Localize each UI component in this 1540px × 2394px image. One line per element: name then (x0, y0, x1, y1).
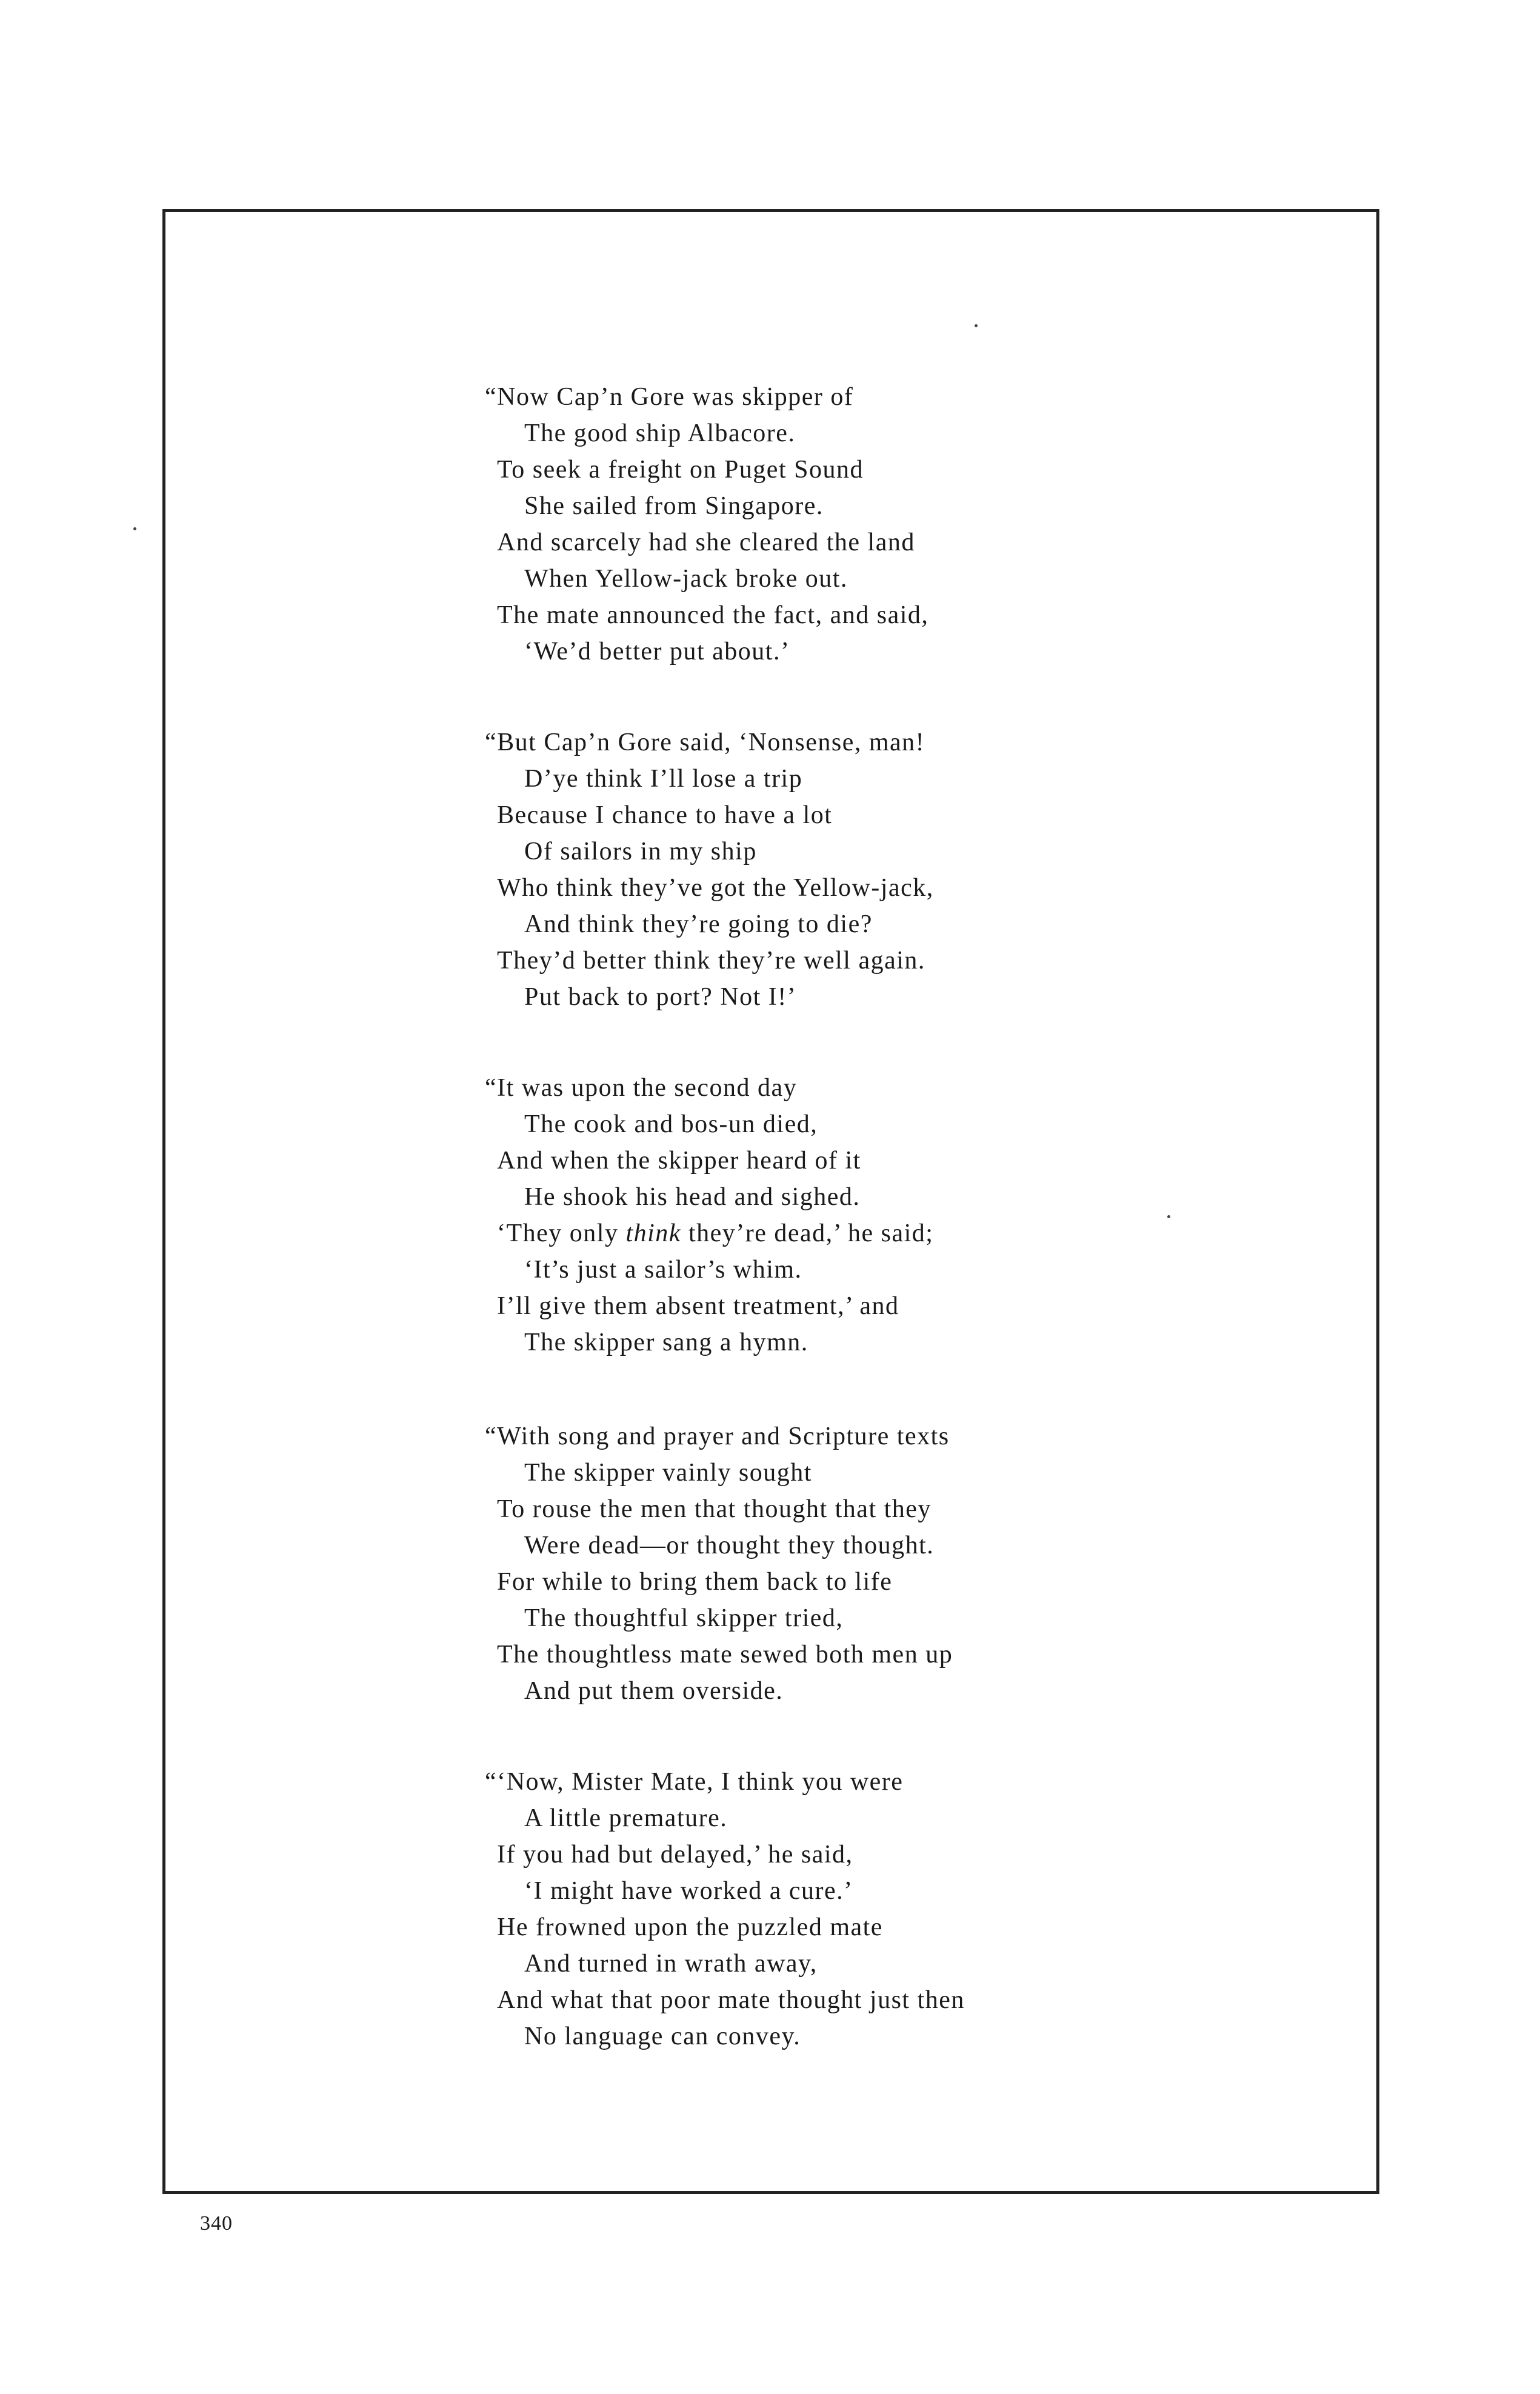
poem-line: The thoughtful skipper tried, (524, 1604, 844, 1632)
poem-line: D’ye think I’ll lose a trip (524, 765, 803, 793)
poem-line: Were dead—or thought they thought. (524, 1532, 935, 1559)
poem-line: For while to bring them back to life (497, 1568, 893, 1596)
poem-stanza-4 (485, 1418, 1091, 1709)
poem-line: I’ll give them absent treatment,’ and (497, 1292, 899, 1320)
poem-stanza-5 (485, 1764, 1091, 2055)
print-speck (975, 324, 978, 327)
poem-line: Who think they’ve got the Yellow-jack, (497, 874, 934, 902)
poem-stanza-3 (485, 1070, 1091, 1361)
poem-line: The skipper vainly sought (524, 1459, 812, 1487)
poem-line: He frowned upon the puzzled mate (497, 1913, 883, 1941)
poem-line: “Now Cap’n Gore was skipper of (485, 383, 854, 411)
poem-line: And think they’re going to die? (524, 910, 873, 938)
poem-line-start: ‘They only (497, 1219, 626, 1247)
poem-line: If you had but delayed,’ he said, (497, 1841, 853, 1869)
poem-line: Put back to port? Not I!’ (524, 983, 797, 1011)
poem-line: The mate announced the fact, and said, (497, 601, 929, 629)
poem-line: The cook and bos-un died, (524, 1110, 818, 1138)
poem-line: And what that poor mate thought just then (497, 1986, 965, 2014)
print-speck (133, 527, 136, 530)
poem-line-end: they’re dead,’ he said; (681, 1219, 934, 1247)
poem-line: He shook his head and sighed. (524, 1183, 861, 1211)
page-number: 340 (200, 2212, 233, 2235)
poem-line: When Yellow-jack broke out. (524, 565, 848, 593)
poem-line: And turned in wrath away, (524, 1950, 818, 1978)
poem-line: ‘We’d better put about.’ (524, 638, 790, 665)
poem-line: “‘Now, Mister Mate, I think you were (485, 1768, 904, 1796)
poem-line: And put them overside. (524, 1677, 784, 1705)
poem-line: The skipper sang a hymn. (524, 1329, 808, 1356)
poem-stanza-1 (485, 379, 1091, 670)
poem-line: “With song and prayer and Scripture texts (485, 1422, 950, 1450)
poem-line: To rouse the men that thought that they (497, 1495, 932, 1523)
poem-line: And when the skipper heard of it (497, 1147, 861, 1175)
poem-line: They’d better think they’re well again. (497, 947, 925, 975)
poem-line: Because I chance to have a lot (497, 801, 833, 829)
poem-line: She sailed from Singapore. (524, 492, 824, 520)
poem-stanza-2 (485, 724, 1091, 1015)
print-speck (1167, 1215, 1170, 1218)
poem-line: “But Cap’n Gore said, ‘Nonsense, man! (485, 729, 925, 756)
poem-line: “It was upon the second day (485, 1074, 798, 1102)
poem-line: A little premature. (524, 1804, 728, 1832)
poem-line: No language can convey. (524, 2022, 801, 2050)
poem-line: Of sailors in my ship (524, 838, 757, 865)
poem-line-with-emphasis (485, 1215, 1091, 1252)
poem-line: The good ship Albacore. (524, 419, 796, 447)
poem-line: To seek a freight on Puget Sound (497, 456, 864, 484)
poem-line: ‘It’s just a sailor’s whim. (524, 1256, 802, 1284)
poem-line: The thoughtless mate sewed both men up (497, 1641, 953, 1669)
emphasized-word: think (625, 1219, 681, 1247)
poem-line: ‘I might have worked a cure.’ (524, 1877, 853, 1905)
poem-line: And scarcely had she cleared the land (497, 528, 915, 556)
